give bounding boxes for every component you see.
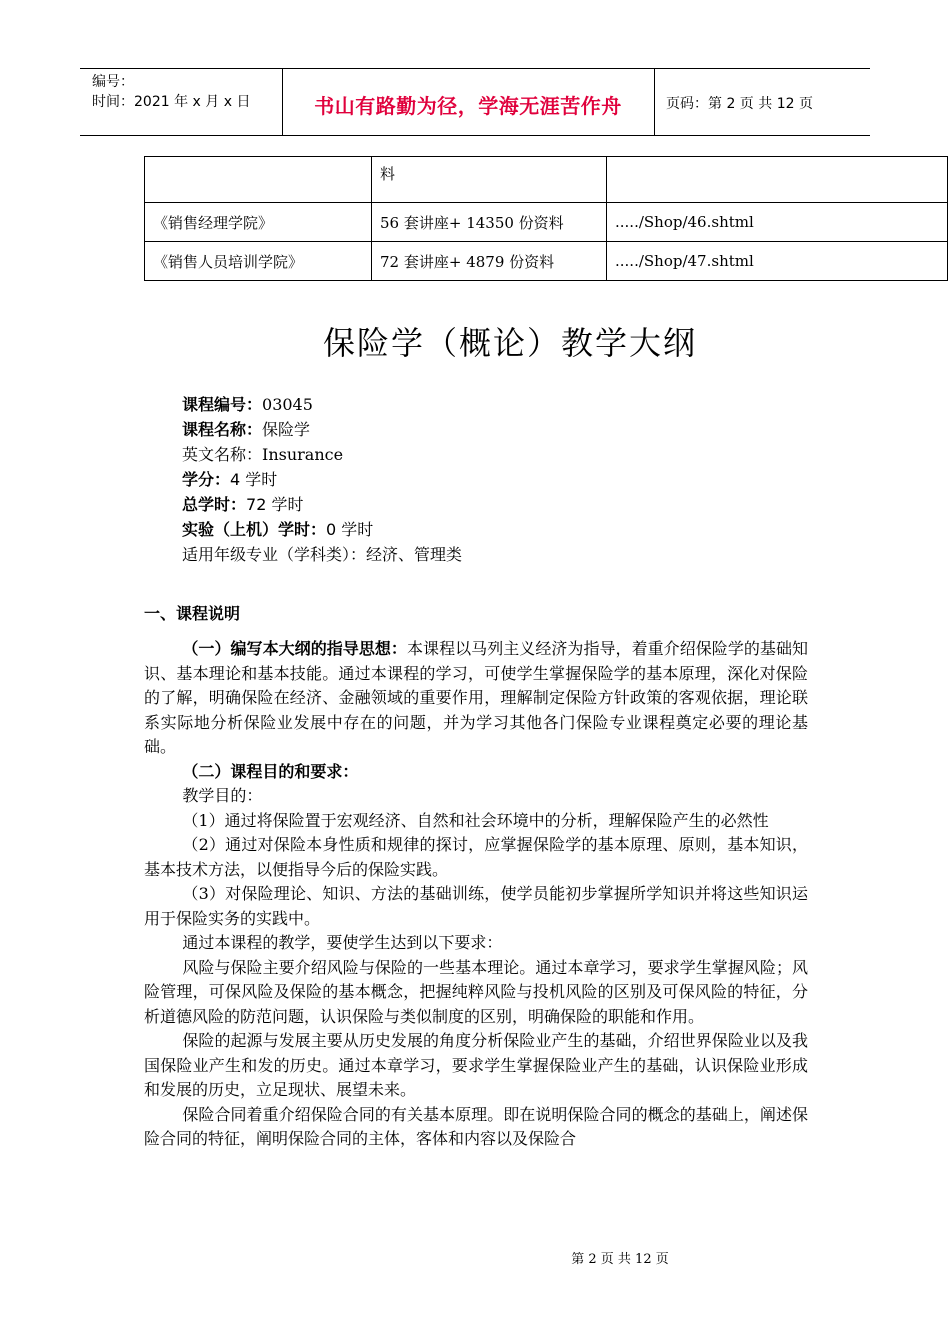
table-cell — [607, 157, 948, 203]
header-time: 时间：2021 年 x 月 x 日 — [92, 94, 251, 110]
page-footer: 第 2 页 共 12 页 — [571, 1252, 669, 1267]
table-cell: 《销售人员培训学院》 — [145, 242, 372, 281]
paragraph-text: 本课程以马列主义经济为指导，着重介绍保险学的基础知识、基本理论和基本技能。通过本课程的学习，可使学生掌握保险学的基本原理，深化对保险的了解，明确保险在经济、金融领域的重要作用，理解制定保险方针政策的客观依据，理论联系实际地分析保险业发展中存在的问题，并为学习其他各门保险专业课程奠定必要的理论基础。 — [144, 639, 808, 756]
header-top-rule — [80, 68, 870, 69]
paragraph: 通过本课程的教学，要使学生达到以下要求： — [182, 933, 503, 952]
english-name-line — [182, 442, 462, 467]
total-hours-line — [182, 492, 462, 517]
paragraph-heading: （二）课程目的和要求： — [182, 761, 359, 781]
header-page-number: 页码：第 2 页 共 12 页 — [666, 96, 813, 112]
course-name-label: 课程名称： — [182, 420, 263, 439]
applicable-value: 经济、管理类 — [366, 545, 463, 564]
total-hours-label: 总学时： — [182, 495, 247, 514]
course-code-line — [182, 392, 462, 417]
table-link-cell[interactable]: ...../Shop/47.shtml — [607, 242, 948, 281]
lab-hours-label: 实验（上机）学时： — [182, 520, 327, 539]
credits-label: 学分： — [182, 470, 231, 489]
table-cell: 72 套讲座+ 4879 份资料 — [372, 242, 607, 281]
paragraph: 保险的起源与发展主要从历史发展的角度分析保险业产生的基础，介绍世界保险业以及我国保险业产生和发的历史。通过本章学习，要求学生掌握保险业产生的基础，认识保险业形成和发展的历史，立足现状、展望未来。 — [144, 1031, 808, 1099]
body-text — [144, 637, 808, 1152]
paragraph — [144, 760, 808, 785]
course-name-value: 保险学 — [262, 420, 311, 439]
course-code-label: 课程编号： — [182, 395, 263, 414]
document-title: 保险学（概论）教学大纲 — [322, 324, 697, 362]
header-bottom-rule — [80, 135, 870, 136]
paragraph: （2）通过对保险本身性质和规律的探讨，应掌握保险学的基本原理、原则，基本知识，基本技术方法，以便指导今后的保险实践。 — [144, 835, 808, 879]
credits-value: 4 学时 — [230, 470, 278, 489]
table-row — [145, 242, 948, 281]
lab-hours-line — [182, 517, 462, 542]
paragraph: （1）通过将保险置于宏观经济、自然和社会环境中的分析，理解保险产生的必然性 — [182, 810, 769, 830]
paragraph: 教学目的： — [182, 786, 263, 805]
paragraph: （3）对保险理论、知识、方法的基础训练，使学员能初步掌握所学知识并将这些知识运用于保险实务的实践中。 — [144, 884, 808, 928]
header-meta — [92, 72, 250, 112]
course-name-line — [182, 417, 462, 442]
paragraph-heading: （一）编写本大纲的指导思想： — [182, 639, 407, 658]
applicable-label: 适用年级专业（学科类）： — [182, 545, 367, 564]
table-cell: 料 — [372, 157, 607, 203]
english-name-label: 英文名称： — [182, 445, 263, 464]
resource-table — [144, 156, 948, 281]
table-cell: 《销售经理学院》 — [145, 203, 372, 242]
total-hours-value: 72 学时 — [246, 495, 304, 514]
lab-hours-value: 0 学时 — [326, 520, 374, 539]
header-divider-right — [654, 68, 655, 135]
table-row — [145, 157, 948, 203]
table-link-cell[interactable]: ...../Shop/46.shtml — [607, 203, 948, 242]
paragraph: 风险与保险主要介绍风险与保险的一些基本理论。通过本章学习，要求学生掌握风险；风险管理，可保风险及保险的基本概念，把握纯粹风险与投机风险的区别及可保风险的特征，分析道德风险的防范问题，认识保险与类似制度的区别，明确保险的职能和作用。 — [144, 957, 808, 1026]
credits-line — [182, 467, 462, 492]
header-motto: 书山有路勤为径，学海无涯苦作舟 — [314, 94, 622, 118]
course-code-value: 03045 — [262, 395, 313, 414]
paragraph — [144, 637, 808, 760]
paragraph: 保险合同着重介绍保险合同的有关基本原理。即在说明保险合同的概念的基础上，阐述保险合同的特征，阐明保险合同的主体，客体和内容以及保险合 — [144, 1104, 808, 1148]
applicable-line — [182, 542, 462, 567]
table-cell — [145, 157, 372, 203]
table-cell: 56 套讲座+ 14350 份资料 — [372, 203, 607, 242]
course-info — [182, 392, 462, 567]
english-name-value: Insurance — [262, 445, 344, 464]
section-heading: 一、课程说明 — [144, 604, 241, 623]
table-row — [145, 203, 948, 242]
header-code: 编号： — [92, 74, 134, 90]
